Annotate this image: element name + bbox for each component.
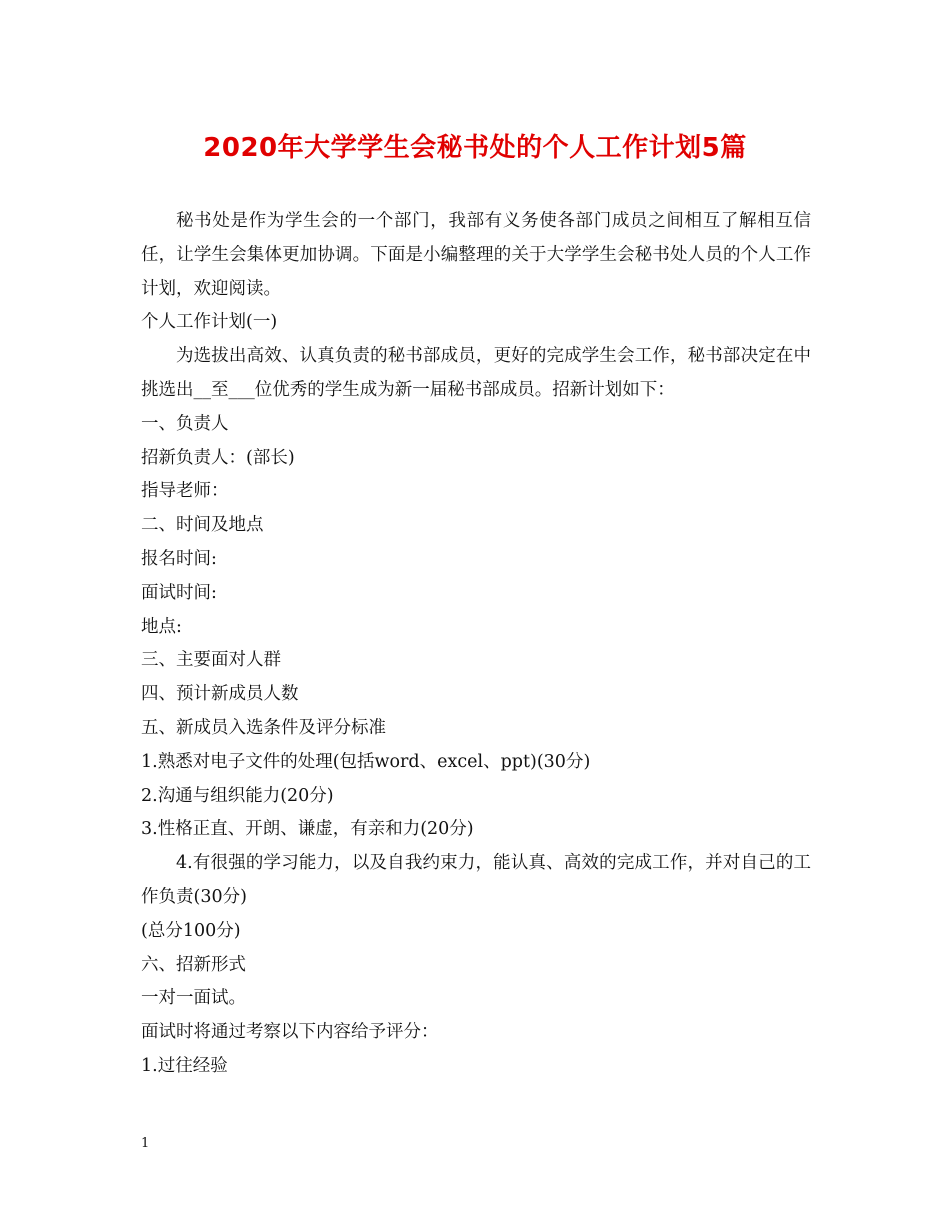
line-time-place-heading: 二、时间及地点	[141, 515, 264, 536]
document-title: 2020年大学学生会秘书处的个人工作计划5篇	[203, 133, 747, 163]
line-criteria-heading: 五、新成员入选条件及评分标准	[141, 717, 386, 738]
page-number: 1	[141, 1136, 150, 1151]
document-body	[141, 205, 811, 1084]
line-total-score: (总分100分)	[141, 920, 241, 941]
line-location: 地点:	[141, 616, 182, 637]
plan-intro-paragraph: 为选拔出高效、认真负责的秘书部成员，更好的完成学生会工作，秘书部决定在中挑选出__至___位优秀的学生成为新一届秘书部成员。招新计划如下：	[141, 346, 811, 400]
line-recruit-lead: 招新负责人：(部长)	[141, 447, 295, 468]
line-advisor: 指导老师：	[141, 481, 229, 502]
line-format-one-on-one: 一对一面试。	[141, 988, 246, 1009]
plan-heading: 个人工作计划(一)	[141, 312, 278, 333]
line-past-experience: 1.过往经验	[141, 1055, 228, 1076]
line-responsible-heading: 一、负责人	[141, 413, 229, 434]
line-target-group-heading: 三、主要面对人群	[141, 650, 281, 671]
line-interview-criteria-intro: 面试时将通过考察以下内容给予评分：	[141, 1022, 439, 1043]
intro-paragraph: 秘书处是作为学生会的一个部门，我部有义务使各部门成员之间相互了解相互信任，让学生会集体更加协调。下面是小编整理的关于大学学生会秘书处人员的个人工作计划，欢迎阅读。	[141, 211, 811, 299]
line-criterion-1: 1.熟悉对电子文件的处理(包括word、excel、ppt)(30分)	[141, 751, 591, 772]
line-criterion-2: 2.沟通与组织能力(20分)	[141, 785, 334, 806]
criterion-4-paragraph: 4.有很强的学习能力，以及自我约束力，能认真、高效的完成工作，并对自己的工作负责(30分)	[141, 853, 811, 907]
line-criterion-3: 3.性格正直、开朗、谦虚，有亲和力(20分)	[141, 819, 474, 840]
line-interview-time: 面试时间:	[141, 582, 217, 603]
line-member-count-heading: 四、预计新成员人数	[141, 684, 299, 705]
line-format-heading: 六、招新形式	[141, 954, 246, 975]
line-signup-time: 报名时间:	[141, 548, 217, 569]
